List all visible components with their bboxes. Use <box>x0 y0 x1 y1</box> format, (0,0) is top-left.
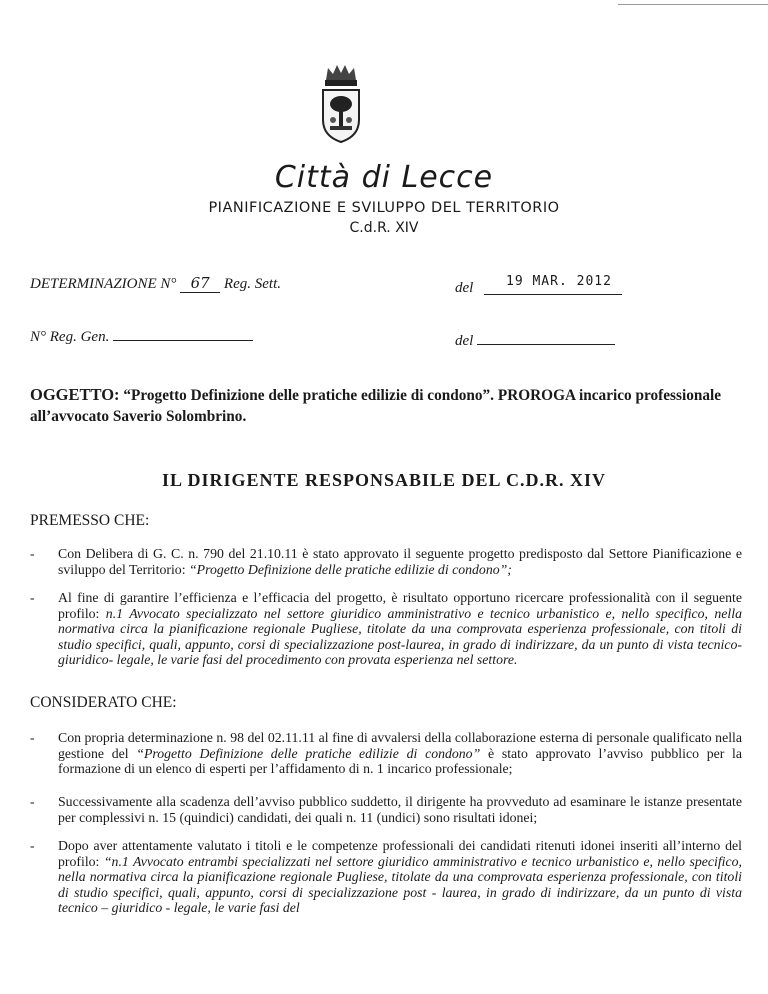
reg-sett-label: Reg. Sett. <box>223 276 281 292</box>
item-italic: “Progetto Definizione delle pratiche edilizie di condono” <box>136 745 481 761</box>
item-text: Con propria determinazione n. 98 del 02.11.11 al fine di avvalersi della collaborazione esterna di personale qualificato nella gestione del <box>58 730 742 761</box>
considerato-title: CONSIDERATO CHE: <box>30 694 177 711</box>
subject-block <box>30 384 750 427</box>
date-line-1 <box>484 272 622 295</box>
department-title: PIANIFICAZIONE E SVILUPPO DEL TERRITORIO <box>208 200 560 216</box>
reg-gen-row <box>30 326 253 346</box>
subject-text: “Progetto Definizione delle pratiche edilizie di condono”. <box>123 387 495 404</box>
date-stamp: 19 MAR. 2012 <box>506 274 612 289</box>
section-heading: IL DIRIGENTE RESPONSABILE DEL C.D.R. XIV <box>161 470 607 490</box>
subject-tail: PROROGA incarico professionale all’avvocato Saverio Solombrino. <box>30 387 722 425</box>
date-row-1 <box>455 280 473 297</box>
item-text: Con Delibera di G. C. n. 790 del 21.10.11 è stato approvato il seguente progetto predisposto dal Settore Pianificazione e sviluppo del Territorio: <box>58 546 742 577</box>
item-text: Dopo aver attentamente valutato i titoli e le competenze professionali dei candidati ritenuti idonei inseriti all’interno del profilo: <box>58 838 742 869</box>
reg-gen-line <box>113 326 253 341</box>
determination-label: DETERMINAZIONE N° <box>30 276 177 292</box>
reg-gen-label: N° Reg. Gen. <box>30 329 110 345</box>
date-row-2 <box>455 330 615 350</box>
item-text: Successivamente alla scadenza dell’avviso pubblico suddetto, il dirigente ha provveduto ad esaminare le istanze presentate per complessivi n. 15 (quindici) candidati, dei quali n. 11 (undici) sono risultati idonei; <box>58 794 742 825</box>
item-tail: è stato approvato l’avviso pubblico per la formazione di un elenco di esperti per l’affidamento di n. 1 incarico professionale; <box>58 745 742 776</box>
list-item: - Dopo aver attentamente valutato i titoli e le competenze professionali dei candidati ritenuti idonei inseriti all’interno del profilo: “n.1 Avvocato entrambi specializzati nel settore giuridico amministrativo e tecnico urbanistico e, nello specifico, nella normativa circa la pianificazione regionale Pugliese, titolate da una comprovata esperienza professionale, con titoli di studio specifici, quali, appunto, corsi di specializzazione post - laurea, in grado di indirizzare, da un punto di vista tecnico – giuridico - legale, le varie fasi del <box>30 838 742 915</box>
determination-number: 67 <box>180 274 220 293</box>
subject-label: OGGETTO: <box>30 385 120 404</box>
premesso-title: PREMESSO CHE: <box>30 512 150 529</box>
page-edge-line <box>618 0 768 5</box>
date-line-2 <box>477 330 615 345</box>
city-crest-icon <box>318 62 364 146</box>
del-label-2: del <box>455 333 474 349</box>
item-italic: “Progetto Definizione delle pratiche edilizie di condono”; <box>188 561 512 577</box>
city-title: Città di Lecce <box>274 160 494 195</box>
del-label-1: del <box>455 280 474 296</box>
determination-row <box>30 274 281 293</box>
list-item: - Con Delibera di G. C. n. 790 del 21.10.11 è stato approvato il seguente progetto predisposto dal Settore Pianificazione e sviluppo del Territorio: “Progetto Definizione delle pratiche edilizie di condono”; <box>30 546 742 577</box>
list-item: - Con propria determinazione n. 98 del 02.11.11 al fine di avvalersi della collaborazione esterna di personale qualificato nella gestione del “Progetto Definizione delle pratiche edilizie di condono” è stato approvato l’avviso pubblico per la formazione di un elenco di esperti per l’affidamento di n. 1 incarico professionale; <box>30 730 742 776</box>
list-item: - Al fine di garantire l’efficienza e l’efficacia del progetto, è risultato opportuno ricercare professionalità con il seguente profilo: n.1 Avvocato specializzato nel settore giuridico amministrativo e tecnico urbanistico e, nello specifico, nella normativa circa la pianificazione regionale Pugliese, titolate da una comprovata esperienza professionale, con titoli di studio specifici, quali, appunto, corsi di specializzazione post-laurea, in grado di indirizzare, da un punto di vista tecnico-giuridico- legale, le varie fasi del procedimento con provata esperienza nel settore. <box>30 590 742 667</box>
item-italic: n.1 Avvocato specializzato nel settore giuridico amministrativo e tecnico urbanistico e, nello specifico, nella normativa circa la pianificazione regionale Pugliese, titolate da una comprovata esperienza professionale, con titoli di studio specifici, quali, appunto, corsi di specializzazione post-laurea, in grado di indirizzare, da un punto di vista tecnico-giuridico- legale, le varie fasi del procedimento con provata esperienza nel settore. <box>58 605 742 667</box>
item-text: Al fine di garantire l’efficienza e l’efficacia del progetto, è risultato opportuno ricercare professionalità con il seguente profilo: <box>58 590 742 621</box>
list-item: - Successivamente alla scadenza dell’avviso pubblico suddetto, il dirigente ha provveduto ad esaminare le istanze presentate per complessivi n. 15 (quindici) candidati, dei quali n. 11 (undici) sono risultati idonei; <box>30 794 742 825</box>
item-italic: “n.1 Avvocato entrambi specializzati nel settore giuridico amministrativo e tecnico urbanistico e, nello specifico, nella normativa circa la pianificazione regionale Pugliese, titolate da una comprovata esperienza professionale, con titoli di studio specifici, quali, appunto, corsi di specializzazione post - laurea, in grado di indirizzare, da un punto di vista tecnico – giuridico - legale, le varie fasi del <box>58 853 742 915</box>
cdr-label: C.d.R. XIV <box>349 220 419 236</box>
